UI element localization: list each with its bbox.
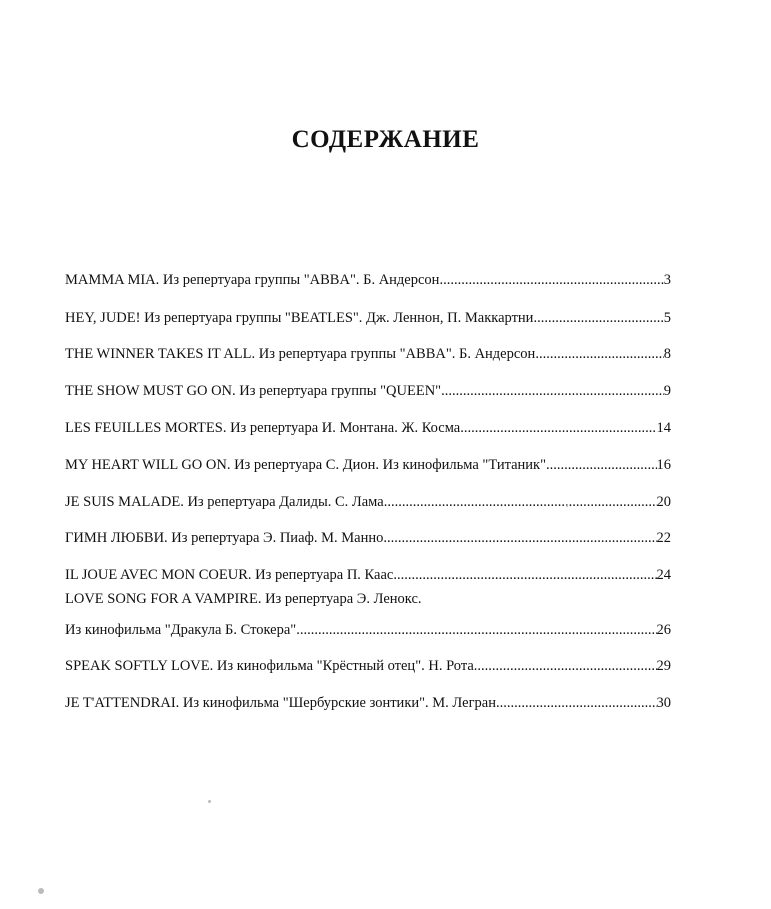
toc-entry-page: 8 (663, 346, 671, 362)
leader-dots (441, 382, 664, 400)
toc-entry-page: 14 (656, 420, 671, 436)
toc-entry-title: IL JOUE AVEC MON COEUR. Из репертуара П. Каас (65, 567, 394, 583)
toc-entry-title: JE SUIS MALADE. Из репертуара Далиды. С. Лама (65, 494, 384, 510)
toc-entry-page: 5 (663, 310, 671, 326)
toc-entry-page: 24 (656, 567, 671, 583)
leader-dots (496, 694, 657, 712)
page-title: СОДЕРЖАНИЕ (291, 126, 480, 153)
leader-dots (383, 529, 656, 547)
paper-speck (208, 800, 211, 803)
leader-dots (474, 657, 657, 675)
toc-entry (65, 271, 671, 289)
toc-entry-page: 26 (656, 622, 671, 638)
toc-entry-page: 3 (663, 272, 671, 288)
paper-speck (566, 505, 568, 507)
toc-entry (65, 621, 671, 639)
toc-entry-title: ГИМН ЛЮБВИ. Из репертуара Э. Пиаф. М. Манно (65, 530, 384, 546)
toc-entry (65, 456, 671, 474)
toc-entry (65, 493, 671, 511)
toc-entry-title: JE T'ATTENDRAI. Из кинофильма "Шербурские зонтики". М. Легран (65, 695, 496, 711)
toc-entry-page: 22 (656, 530, 671, 546)
leader-dots (439, 271, 663, 289)
toc-entry-page: 16 (656, 457, 671, 473)
leader-dots (393, 566, 656, 584)
leader-dots (460, 419, 656, 437)
toc-entry (65, 566, 671, 584)
toc-entry-title: Из кинофильма "Дракула Б. Стокера" (65, 622, 297, 638)
toc-entry (65, 309, 671, 327)
toc-entry-title: SPEAK SOFTLY LOVE. Из кинофильма "Крёстный отец". Н. Рота (65, 658, 474, 674)
leader-dots (533, 309, 663, 327)
toc-entry-first-line: LOVE SONG FOR A VAMPIRE. Из репертуара Э. Ленокс. (65, 591, 422, 607)
leader-dots (384, 493, 657, 511)
leader-dots (296, 621, 656, 639)
toc-entry-title: MY HEART WILL GO ON. Из репертуара С. Дион. Из кинофильма "Титаник" (65, 457, 547, 473)
toc-entry (65, 419, 671, 437)
toc-entry (65, 382, 671, 400)
toc-entry-page: 29 (656, 658, 671, 674)
leader-dots (546, 456, 656, 474)
toc-entry-page: 20 (656, 494, 671, 510)
toc-entry (65, 657, 671, 675)
toc-entry (65, 345, 671, 363)
toc-entry-page: 30 (656, 695, 671, 711)
paper-speck (38, 888, 44, 894)
toc-entry-title: MAMMA MIA. Из репертуара группы "ABBA". Б. Андерсон (65, 272, 440, 288)
leader-dots (535, 345, 663, 363)
toc-entry (65, 529, 671, 547)
toc-entry-title: HEY, JUDE! Из репертуара группы "BEATLES". Дж. Леннон, П. Маккартни (65, 310, 534, 326)
toc-entry-page: 9 (663, 383, 671, 399)
toc-entry-title: THE WINNER TAKES IT ALL. Из репертуара группы "ABBA". Б. Андерсон (65, 346, 536, 362)
toc-entry-title: THE SHOW MUST GO ON. Из репертуара группы "QUEEN" (65, 383, 442, 399)
toc-entry-title: LES FEUILLES MORTES. Из репертуара И. Монтана. Ж. Косма (65, 420, 461, 436)
toc-entry (65, 694, 671, 712)
